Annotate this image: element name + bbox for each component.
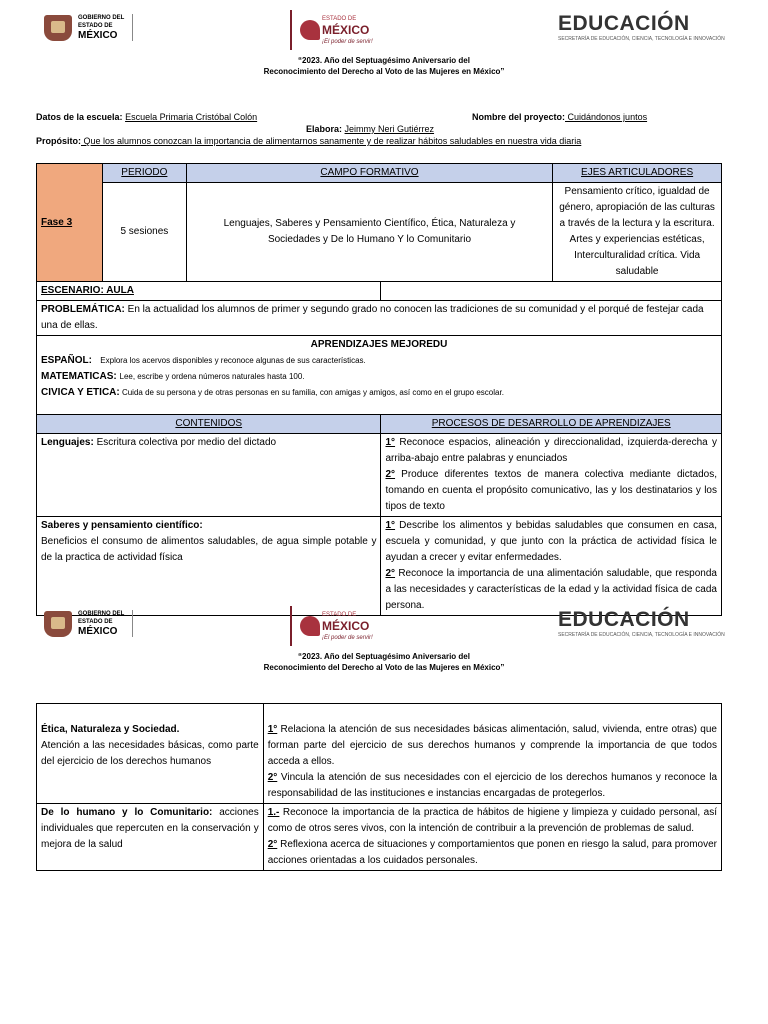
mexico-figure-icon [300,616,320,636]
mex-estado: ESTADO DE [322,15,357,22]
mexico-figure-icon [300,20,320,40]
ejes-value: Pensamiento crítico, igualdad de género, apropiación de las culturas a través de la lectura y la escritura. Artes y experiencias estéticas, Interculturalidad crítica. Vida saludable [553,183,722,282]
ejes-header: EJES ARTICULADORES [553,164,722,183]
proposito: Propósito: Que los alumnos conozcan la importancia de alimentarnos sanamente y de realizar hábitos saludables en nuestra vida diaria [36,136,582,146]
project-name: Nombre del proyecto: Cuidándonos juntos [472,112,648,122]
mex-name: MÉXICO [322,22,370,37]
campo-value: Lenguajes, Saberes y Pensamiento Científico, Ética, Naturaleza y Sociedades y De lo Humano Y lo Comunitario [186,183,552,282]
slogan-1: “2023. Año del Septuagésimo Aniversario del Reconocimiento del Derecho al Voto de las Mujeres en México” [263,56,505,76]
aprendizajes-title: APRENDIZAJES MEJOREDU [310,339,448,350]
coat-of-arms-icon [44,611,72,637]
gobierno-logo [44,14,133,41]
educacion-logo: EDUCACIÓN SECRETARÍA DE EDUCACIÓN, CIENCIA, TECNOLOGÍA E INNOVACIÓN [558,608,725,638]
gob-mid: ESTADO DE [78,23,113,29]
estado-mexico-logo: ESTADO DE MÉXICO ¡El poder de servir! [290,606,373,646]
planning-table-1 [36,163,722,616]
planning-table-2 [36,703,722,871]
mex-slogan: ¡El poder de servir! [322,38,373,45]
periodo-value: 5 sesiones [102,183,186,282]
table-row: Ética, Naturaleza y Sociedad. Atención a las necesidades básicas, como parte del ejercicio de los derechos humanos 1° Relaciona la atención de sus necesidades básicas alimentación, salud, vivienda, entre otras) que forman parte del ejercicio de sus derechos humanos y comprende la importancia de que todos acceda a ellos. 2° Vincula la atención de sus necesidades con el ejercicio de los derechos humanos y reconoce la responsabilidad de las instituciones e instancias encargadas de protegerlos. [37,704,722,804]
periodo-header: PERIODO [102,164,186,183]
contenidos-header: CONTENIDOS [37,415,381,434]
espanol-line: ESPAÑOL: Explora los acervos disponibles y reconoce algunas de sus características. [41,355,366,366]
fase-cell: Fase 3 [37,164,103,282]
table-row: Saberes y pensamiento científico: Beneficios el consumo de alimentos saludables, de agua simple potable y de la practica de actividad física 1° Describe los alimentos y bebidas saludables que consumen en casa, escuela y comunidad, y que junto con la práctica de actividad física le ayudan a crecer y evitar enfermedades. 2° Reconoce la importancia de una alimentación saludable, que responda a las necesidades y características de la edad y la actividad física de cada persona. [37,517,722,616]
table-row: Lenguajes: Escritura colectiva por medio del dictado 1° Reconoce espacios, alineación y direccionalidad, izquierda-derecha y arriba-abajo entre palabras y enunciados 2° Produce diferentes textos de manera colectiva mediante dictados, tomando en cuenta el propósito comunicativo, las y los destinatarios y los tipos de texto [37,434,722,517]
educacion-logo [558,12,725,42]
edu-sub: SECRETARÍA DE EDUCACIÓN, CIENCIA, TECNOLOGÍA E INNOVACIÓN [558,36,725,42]
procesos-header: PROCESOS DE DESARROLLO DE APRENDIZAJES [381,415,722,434]
aprendizajes [37,336,722,415]
slogan-2: “2023. Año del Septuagésimo Aniversario del Reconocimiento del Derecho al Voto de las Mujeres en México” [263,652,505,672]
mate-line: MATEMATICAS: Lee, escribe y ordena números naturales hasta 100. [41,371,305,382]
estado-mexico-logo [290,10,373,50]
elabora: Elabora: Jeimmy Neri Gutiérrez [306,124,435,134]
school-data: Datos de la escuela: Escuela Primaria Cristóbal Colón [36,112,258,122]
gobierno-logo: GOBIERNO DEL ESTADO DE MÉXICO [44,610,133,637]
gob-top: GOBIERNO DEL [78,15,125,21]
civica-line: CIVICA Y ETICA: Cuida de su persona y de otras personas en su familia, con amigas y amigos, así como en el grupo escolar. [41,387,504,398]
campo-header: CAMPO FORMATIVO [186,164,552,183]
gob-bottom: MÉXICO [78,30,118,41]
table-row: De lo humano y lo Comunitario: acciones individuales que repercuten en la conservación y mejora de la salud 1.- Reconoce la importancia de la practica de hábitos de higiene y limpieza y cuidado personal, así como de otros seres vivos, con la intención de contribuir a la prevención de problemas de salud. 2° Reflexiona acerca de situaciones y comportamientos que ponen en riesgo la salud, para promover acciones orientadas a los cuidados personales. [37,804,722,871]
problematica: PROBLEMÁTICA: En la actualidad los alumnos de primer y segundo grado no conocen las tradiciones de su comunidad y el porqué de festejar cada una de ellas. [37,301,722,336]
coat-of-arms-icon [44,15,72,41]
escenario: ESCENARIO: AULA [37,282,381,301]
edu-title: EDUCACIÓN [558,12,690,35]
